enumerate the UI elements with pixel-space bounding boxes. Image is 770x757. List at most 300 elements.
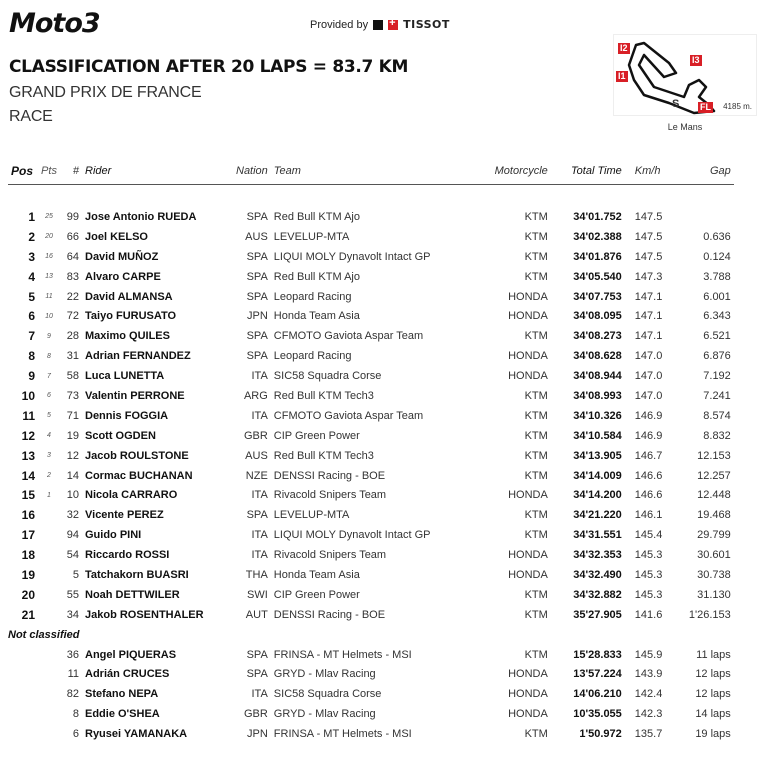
session-name: RACE [9, 108, 53, 125]
gap: 3.788 [703, 270, 731, 283]
table-row [8, 426, 734, 446]
rider-number: 72 [66, 310, 79, 323]
nation: ARG [243, 389, 268, 402]
gap: 0.636 [703, 230, 731, 243]
position: 12 [21, 428, 35, 443]
col-motorcycle: Motorcycle [485, 160, 551, 185]
team: Red Bull KTM Ajo [273, 270, 360, 283]
gap: 12.448 [697, 489, 731, 502]
table-row [8, 227, 734, 247]
table-row-not-classified [8, 684, 734, 704]
team: LEVELUP-MTA [273, 509, 350, 522]
points: 20 [45, 233, 53, 241]
table-row [8, 466, 734, 486]
rider-name: Alvaro CARPE [85, 270, 161, 283]
nation: SWI [247, 588, 268, 601]
motorcycle: KTM [524, 389, 548, 402]
motorcycle: HONDA [508, 668, 548, 681]
page-title: CLASSIFICATION AFTER 20 LAPS = 83.7 KM [9, 57, 409, 77]
motorcycle: HONDA [508, 489, 548, 502]
team: DENSSI Racing - BOE [273, 608, 386, 621]
speed-kmh: 147.5 [634, 250, 663, 263]
team: GRYD - Mlav Racing [273, 708, 376, 721]
nation: JPN [247, 310, 268, 323]
total-time: 15'28.833 [573, 648, 622, 661]
table-row [8, 585, 734, 605]
motorcycle: KTM [524, 449, 548, 462]
table-row [8, 485, 734, 505]
rider-number: 54 [66, 549, 79, 562]
track-length: 4185 m. [723, 102, 752, 111]
speed-kmh: 135.7 [634, 728, 663, 741]
table-row-not-classified [8, 704, 734, 724]
team: Honda Team Asia [273, 568, 360, 581]
marker-i1: I1 [618, 71, 626, 81]
total-time: 34'14.200 [573, 489, 622, 502]
total-time: 34'32.490 [573, 568, 622, 581]
position: 7 [28, 329, 35, 344]
rider-name: Adrián CRUCES [85, 668, 170, 681]
rider-number: 71 [66, 409, 79, 422]
points [38, 585, 60, 605]
marker-i2: I2 [620, 43, 628, 53]
position: 8 [28, 349, 35, 364]
points: 16 [45, 253, 53, 261]
team: Leopard Racing [273, 290, 352, 303]
table-row-not-classified [8, 645, 734, 665]
table-header [8, 160, 734, 185]
position [8, 704, 38, 724]
marker-start: S [672, 98, 680, 110]
motorcycle: KTM [524, 250, 548, 263]
speed-kmh: 146.9 [634, 409, 663, 422]
points: 25 [45, 213, 53, 221]
gap: 8.832 [703, 429, 731, 442]
points: 9 [47, 332, 51, 340]
table-row [8, 525, 734, 545]
gap: 12 laps [695, 688, 731, 701]
nation: SPA [246, 330, 268, 343]
speed-kmh: 145.3 [634, 588, 663, 601]
gap: 1'26.153 [688, 608, 731, 621]
rider-name: Taiyo FURUSATO [85, 310, 177, 323]
motorcycle: HONDA [508, 688, 548, 701]
points: 8 [47, 352, 51, 360]
nation: NZE [245, 469, 268, 482]
total-time: 34'13.905 [573, 449, 622, 462]
rider-name: Jakob ROSENTHALER [85, 608, 204, 621]
points [38, 724, 60, 744]
team: Leopard Racing [273, 350, 352, 363]
total-time: 34'08.993 [573, 389, 622, 402]
table-row [8, 267, 734, 287]
team: CFMOTO Gaviota Aspar Team [273, 409, 424, 422]
nation: SPA [246, 668, 268, 681]
table-row [8, 287, 734, 307]
nation: GBR [243, 708, 268, 721]
speed-kmh: 147.1 [634, 290, 663, 303]
table-row [8, 505, 734, 525]
speed-kmh: 147.5 [634, 210, 663, 223]
points: 1 [47, 491, 51, 499]
gap: 12.153 [697, 449, 731, 462]
total-time: 35'27.905 [573, 608, 622, 621]
rider-name: Luca LUNETTA [85, 370, 165, 383]
points: 5 [47, 412, 51, 420]
nation: ITA [251, 688, 268, 701]
nation: SPA [246, 290, 268, 303]
table-row-not-classified [8, 664, 734, 684]
speed-kmh: 145.9 [634, 648, 663, 661]
gap: 6.521 [703, 330, 731, 343]
total-time: 34'14.009 [573, 469, 622, 482]
rider-number: 28 [66, 330, 79, 343]
position: 18 [21, 548, 35, 563]
team: FRINSA - MT Helmets - MSI [273, 728, 412, 741]
rider-name: Angel PIQUERAS [85, 648, 177, 661]
gap: 29.799 [697, 529, 731, 542]
rider-name: Eddie O'SHEA [85, 708, 160, 721]
gap: 7.192 [703, 370, 731, 383]
total-time: 34'08.273 [573, 330, 622, 343]
speed-kmh: 147.1 [634, 330, 663, 343]
team: GRYD - Mlav Racing [273, 668, 376, 681]
team: Rivacold Snipers Team [273, 549, 387, 562]
rider-name: Riccardo ROSSI [85, 549, 170, 562]
rider-name: Cormac BUCHANAN [85, 469, 193, 482]
position: 3 [28, 249, 35, 264]
speed-kmh: 147.5 [634, 230, 663, 243]
motorcycle: HONDA [508, 549, 548, 562]
nation: THA [245, 568, 268, 581]
position: 14 [21, 468, 35, 483]
rider-number: 34 [66, 608, 79, 621]
gap: 0.124 [703, 250, 731, 263]
gap: 19 laps [695, 728, 731, 741]
position: 16 [21, 508, 35, 523]
col-pts: Pts [38, 160, 60, 185]
position: 1 [28, 209, 35, 224]
gap: 12 laps [695, 668, 731, 681]
team: CIP Green Power [273, 588, 360, 601]
rider-number: 82 [66, 688, 79, 701]
speed-kmh: 146.6 [634, 469, 663, 482]
total-time: 13'57.224 [573, 668, 622, 681]
position: 10 [21, 388, 35, 403]
rider-number: 22 [66, 290, 79, 303]
total-time: 34'08.628 [573, 350, 622, 363]
nation: ITA [251, 370, 268, 383]
team: FRINSA - MT Helmets - MSI [273, 648, 412, 661]
nation: SPA [246, 250, 268, 263]
table-row-not-classified [8, 724, 734, 744]
team: DENSSI Racing - BOE [273, 469, 386, 482]
points [38, 545, 60, 565]
provided-by [310, 18, 450, 31]
position: 19 [21, 567, 35, 582]
rider-name: Joel KELSO [85, 230, 148, 243]
speed-kmh: 147.1 [634, 310, 663, 323]
points [38, 684, 60, 704]
nation: SPA [246, 270, 268, 283]
rider-name: Guido PINI [85, 529, 142, 542]
speed-kmh: 142.3 [634, 708, 663, 721]
total-time: 34'08.095 [573, 310, 622, 323]
position: 6 [28, 309, 35, 324]
motorcycle: KTM [524, 608, 548, 621]
rider-name: Jose Antonio RUEDA [85, 210, 197, 223]
nation: AUS [245, 449, 268, 462]
total-time: 34'10.584 [573, 429, 622, 442]
team: Red Bull KTM Tech3 [273, 449, 374, 462]
not-classified-label: Not classified [8, 628, 80, 641]
position: 15 [21, 488, 35, 503]
team: SIC58 Squadra Corse [273, 688, 382, 701]
gap: 11 laps [696, 648, 731, 661]
motorcycle: KTM [524, 409, 548, 422]
gap: 6.001 [703, 290, 731, 303]
gap: 6.343 [703, 310, 731, 323]
table-row [8, 565, 734, 585]
speed-kmh: 146.6 [634, 489, 663, 502]
position: 20 [21, 587, 35, 602]
team: Honda Team Asia [273, 310, 360, 323]
table-row [8, 346, 734, 366]
team: SIC58 Squadra Corse [273, 370, 382, 383]
nation: ITA [251, 489, 268, 502]
provided-by-label: Provided by [310, 18, 369, 31]
gap: 8.574 [703, 409, 731, 422]
rider-name: Vicente PEREZ [85, 509, 164, 522]
nation: AUS [245, 230, 268, 243]
tissot-cross-icon [388, 20, 398, 30]
total-time: 34'32.882 [573, 588, 622, 601]
motorcycle: KTM [524, 330, 548, 343]
motorcycle: KTM [524, 230, 548, 243]
col-rider: Rider [82, 160, 233, 185]
nation: JPN [247, 728, 268, 741]
motorcycle: HONDA [508, 370, 548, 383]
nation: SPA [246, 648, 268, 661]
speed-kmh: 145.4 [634, 529, 663, 542]
rider-number: 64 [66, 250, 79, 263]
rider-number: 32 [66, 509, 79, 522]
team: Red Bull KTM Ajo [273, 210, 360, 223]
rider-number: 94 [66, 529, 79, 542]
rider-number: 6 [72, 728, 79, 741]
total-time: 1'50.972 [579, 728, 622, 741]
total-time: 34'31.551 [573, 529, 622, 542]
track-name: Le Mans [667, 122, 703, 132]
col-team: Team [271, 160, 485, 185]
rider-number: 31 [66, 350, 79, 363]
speed-kmh: 146.1 [634, 509, 663, 522]
total-time: 34'05.540 [573, 270, 622, 283]
position: 17 [21, 528, 35, 543]
total-time: 34'01.876 [573, 250, 622, 263]
col-pos: Pos [8, 160, 38, 185]
position [8, 684, 38, 704]
gap: 12.257 [697, 469, 731, 482]
motorcycle: HONDA [508, 708, 548, 721]
team: LEVELUP-MTA [273, 230, 350, 243]
track-map [613, 34, 757, 116]
rider-name: David ALMANSA [85, 290, 173, 303]
motorcycle: KTM [524, 648, 548, 661]
points: 4 [47, 432, 51, 440]
rider-name: Noah DETTWILER [85, 588, 180, 601]
position: 2 [28, 229, 35, 244]
team: CIP Green Power [273, 429, 360, 442]
speed-kmh: 147.3 [634, 270, 663, 283]
speed-kmh: 147.0 [634, 389, 663, 402]
points [38, 525, 60, 545]
motorcycle: HONDA [508, 310, 548, 323]
not-classified-header [8, 625, 734, 645]
rider-name: Maximo QUILES [85, 330, 170, 343]
position [8, 645, 38, 665]
rider-number: 73 [66, 389, 79, 402]
motorcycle: KTM [524, 210, 548, 223]
total-time: 14'06.210 [573, 688, 622, 701]
table-row [8, 386, 734, 406]
speed-kmh: 147.0 [634, 350, 663, 363]
rider-name: Stefano NEPA [85, 688, 159, 701]
nation: SPA [246, 509, 268, 522]
motorcycle: KTM [524, 529, 548, 542]
gap: 30.601 [697, 549, 731, 562]
speed-kmh: 146.7 [634, 449, 663, 462]
rider-number: 12 [66, 449, 79, 462]
speed-kmh: 141.6 [634, 608, 663, 621]
motorcycle: KTM [524, 270, 548, 283]
nation: AUT [245, 608, 268, 621]
position: 9 [28, 369, 35, 384]
rider-name: Valentin PERRONE [85, 389, 185, 402]
table-row [8, 446, 734, 466]
position: 21 [21, 607, 35, 622]
table-row [8, 207, 734, 227]
rider-number: 55 [66, 588, 79, 601]
rider-name: Nicola CARRARO [85, 489, 178, 502]
points: 3 [47, 452, 51, 460]
table-row [8, 306, 734, 326]
col-nation: Nation [233, 160, 271, 185]
speed-kmh: 147.0 [634, 370, 663, 383]
rider-name: Adrian FERNANDEZ [85, 350, 191, 363]
col-number: # [60, 160, 82, 185]
rider-number: 11 [67, 668, 79, 681]
rider-name: Ryusei YAMANAKA [85, 728, 188, 741]
points: 10 [45, 312, 53, 320]
team: LIQUI MOLY Dynavolt Intact GP [273, 250, 431, 263]
rider-number: 5 [72, 568, 79, 581]
event-name: GRAND PRIX DE FRANCE [9, 84, 202, 101]
points [38, 565, 60, 585]
rider-number: 14 [66, 469, 79, 482]
total-time: 34'01.752 [573, 210, 622, 223]
total-time: 34'08.944 [573, 370, 622, 383]
gap: 19.468 [697, 509, 731, 522]
speed-kmh: 146.9 [634, 429, 663, 442]
rider-name: David MUÑOZ [85, 250, 159, 263]
nation: SPA [246, 210, 268, 223]
points: 7 [47, 372, 51, 380]
points [38, 505, 60, 525]
rider-name: Scott OGDEN [85, 429, 156, 442]
points: 2 [47, 472, 51, 480]
position [8, 724, 38, 744]
total-time: 10'35.055 [573, 708, 622, 721]
total-time: 34'21.220 [573, 509, 622, 522]
points [38, 645, 60, 665]
col-total-time: Total Time [551, 160, 625, 185]
speed-kmh: 143.9 [634, 668, 663, 681]
rider-name: Tatchakorn BUASRI [85, 568, 189, 581]
table-row [8, 605, 734, 625]
speed-kmh: 145.3 [634, 549, 663, 562]
total-time: 34'07.753 [573, 290, 622, 303]
total-time: 34'10.326 [573, 409, 622, 422]
motorcycle: KTM [524, 469, 548, 482]
gap: 14 laps [695, 708, 731, 721]
points [38, 605, 60, 625]
rider-number: 83 [66, 270, 79, 283]
gap [680, 207, 734, 227]
motorcycle: KTM [524, 588, 548, 601]
rider-number: 8 [72, 708, 79, 721]
rider-number: 19 [66, 429, 79, 442]
team: Rivacold Snipers Team [273, 489, 387, 502]
rider-number: 10 [66, 489, 79, 502]
table-row [8, 406, 734, 426]
sponsor-name: TISSOT [403, 18, 450, 31]
tissot-t-icon [373, 20, 383, 30]
points [38, 664, 60, 684]
position: 4 [28, 269, 35, 284]
motorcycle: KTM [524, 509, 548, 522]
points: 11 [45, 293, 53, 300]
points: 13 [45, 273, 53, 281]
moto3-logo: Moto3 [9, 8, 100, 39]
points [38, 704, 60, 724]
rider-number: 66 [66, 230, 79, 243]
nation: SPA [246, 350, 268, 363]
table-row [8, 545, 734, 565]
total-time: 34'02.388 [573, 230, 622, 243]
points: 6 [47, 392, 51, 400]
rider-name: Dennis FOGGIA [85, 409, 169, 422]
col-kmh: Km/h [625, 160, 680, 185]
marker-i3: I3 [692, 55, 700, 65]
rider-name: Jacob ROULSTONE [85, 449, 189, 462]
position: 5 [28, 289, 35, 304]
gap: 6.876 [703, 350, 731, 363]
table-row [8, 366, 734, 386]
total-time: 34'32.353 [573, 549, 622, 562]
table-row [8, 247, 734, 267]
motorcycle: HONDA [508, 568, 548, 581]
gap: 30.738 [697, 568, 731, 581]
motorcycle: KTM [524, 429, 548, 442]
team: Red Bull KTM Tech3 [273, 389, 374, 402]
motorcycle: HONDA [508, 290, 548, 303]
rider-number: 99 [66, 210, 79, 223]
gap: 31.130 [697, 588, 731, 601]
motorcycle: HONDA [508, 350, 548, 363]
speed-kmh: 145.3 [634, 568, 663, 581]
rider-number: 36 [66, 648, 79, 661]
